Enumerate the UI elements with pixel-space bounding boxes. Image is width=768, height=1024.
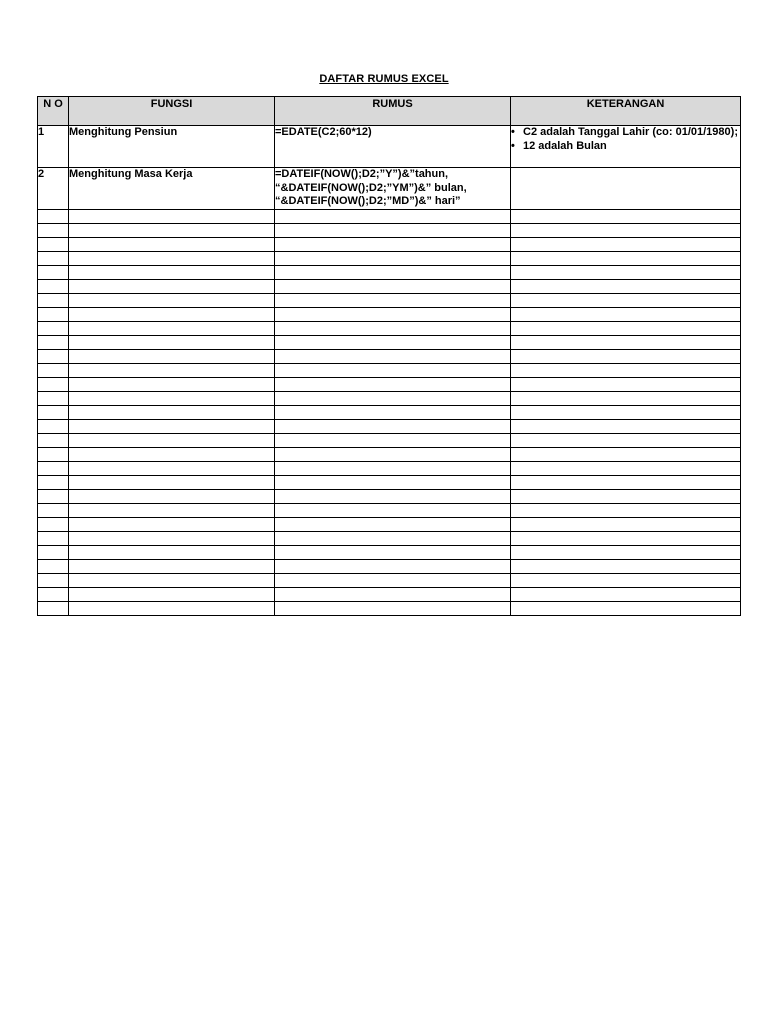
row-no-empty: [38, 237, 69, 251]
row-rumus-empty: [275, 265, 511, 279]
row-rumus-empty: [275, 573, 511, 587]
empty-table-row: [38, 447, 741, 461]
row-rumus-empty: [275, 433, 511, 447]
row-fungsi-empty: [69, 489, 275, 503]
row-rumus-empty: [275, 209, 511, 223]
row-fungsi-empty: [69, 293, 275, 307]
row-no: 2: [38, 168, 69, 210]
row-rumus-empty: [275, 601, 511, 615]
document-title: DAFTAR RUMUS EXCEL: [319, 73, 449, 85]
row-no-empty: [38, 433, 69, 447]
row-no-empty: [38, 391, 69, 405]
row-no-empty: [38, 573, 69, 587]
row-rumus-empty: [275, 377, 511, 391]
row-fungsi-empty: [69, 587, 275, 601]
row-no-empty: [38, 349, 69, 363]
row-fungsi-empty: [69, 391, 275, 405]
header-rumus: RUMUS: [275, 97, 511, 126]
row-no-empty: [38, 503, 69, 517]
row-keterangan: [511, 168, 741, 210]
row-rumus-empty: [275, 321, 511, 335]
row-fungsi-empty: [69, 237, 275, 251]
row-rumus-empty: [275, 559, 511, 573]
row-no-empty: [38, 279, 69, 293]
row-no-empty: [38, 601, 69, 615]
row-keterangan-empty: [511, 279, 741, 293]
row-no-empty: [38, 447, 69, 461]
row-keterangan-empty: [511, 237, 741, 251]
rumus-line: “&DATEIF(NOW();D2;”MD”)&” hari”: [275, 195, 461, 207]
row-keterangan-empty: [511, 363, 741, 377]
row-keterangan-empty: [511, 321, 741, 335]
row-rumus-empty: [275, 363, 511, 377]
row-keterangan-empty: [511, 587, 741, 601]
row-rumus-empty: [275, 335, 511, 349]
empty-table-row: [38, 293, 741, 307]
row-rumus-empty: [275, 531, 511, 545]
header-keterangan: KETERANGAN: [511, 97, 741, 126]
row-no-empty: [38, 489, 69, 503]
row-rumus-empty: [275, 391, 511, 405]
row-rumus-empty: [275, 447, 511, 461]
row-fungsi-empty: [69, 265, 275, 279]
row-fungsi-empty: [69, 363, 275, 377]
row-fungsi-empty: [69, 475, 275, 489]
empty-table-row: [38, 279, 741, 293]
row-rumus-empty: [275, 545, 511, 559]
empty-table-row: [38, 307, 741, 321]
keterangan-text: 12 adalah Bulan: [523, 139, 607, 152]
keterangan-list: [511, 126, 740, 153]
row-keterangan-empty: [511, 293, 741, 307]
row-rumus: [275, 168, 511, 210]
row-rumus-empty: [275, 405, 511, 419]
empty-table-row: [38, 321, 741, 335]
rumus-line: =EDATE(C2;60*12): [275, 126, 372, 138]
row-keterangan-empty: [511, 433, 741, 447]
row-fungsi-empty: [69, 349, 275, 363]
bullet-dot-icon: •: [511, 139, 515, 152]
row-fungsi-empty: [69, 223, 275, 237]
row-rumus-empty: [275, 475, 511, 489]
empty-table-row: [38, 433, 741, 447]
row-fungsi-empty: [69, 531, 275, 545]
row-keterangan-empty: [511, 545, 741, 559]
empty-table-row: [38, 391, 741, 405]
row-keterangan-empty: [511, 405, 741, 419]
row-no-empty: [38, 405, 69, 419]
row-rumus: [275, 126, 511, 168]
empty-table-row: [38, 419, 741, 433]
row-keterangan-empty: [511, 503, 741, 517]
header-fungsi: FUNGSI: [69, 97, 275, 126]
row-fungsi: Menghitung Masa Kerja: [69, 168, 275, 210]
row-no-empty: [38, 335, 69, 349]
row-fungsi-empty: [69, 601, 275, 615]
row-keterangan-empty: [511, 209, 741, 223]
row-keterangan: [511, 126, 741, 168]
empty-table-row: [38, 349, 741, 363]
row-keterangan-empty: [511, 307, 741, 321]
row-keterangan-empty: [511, 573, 741, 587]
empty-table-row: [38, 377, 741, 391]
row-rumus-empty: [275, 489, 511, 503]
row-fungsi-empty: [69, 447, 275, 461]
row-keterangan-empty: [511, 377, 741, 391]
row-no-empty: [38, 559, 69, 573]
formula-table: [37, 96, 741, 616]
row-no-empty: [38, 587, 69, 601]
empty-table-row: [38, 559, 741, 573]
rumus-line: “&DATEIF(NOW();D2;”YM”)&” bulan,: [275, 181, 467, 194]
row-keterangan-empty: [511, 517, 741, 531]
row-no-empty: [38, 209, 69, 223]
row-no-empty: [38, 517, 69, 531]
row-no: 1: [38, 126, 69, 168]
row-no-empty: [38, 475, 69, 489]
row-no-empty: [38, 321, 69, 335]
empty-table-row: [38, 265, 741, 279]
table-row: [38, 126, 741, 168]
row-no-empty: [38, 461, 69, 475]
empty-table-row: [38, 601, 741, 615]
table-header-row: [38, 97, 741, 126]
row-fungsi-empty: [69, 503, 275, 517]
empty-table-row: [38, 475, 741, 489]
rumus-line: =DATEIF(NOW();D2;”Y”)&”tahun,: [275, 168, 449, 180]
empty-table-row: [38, 517, 741, 531]
row-no-empty: [38, 363, 69, 377]
row-rumus-empty: [275, 517, 511, 531]
keterangan-text: C2 adalah Tanggal Lahir (co: 01/01/1980);: [523, 126, 738, 138]
row-no-empty: [38, 265, 69, 279]
row-no-empty: [38, 377, 69, 391]
row-keterangan-empty: [511, 391, 741, 405]
row-fungsi-empty: [69, 573, 275, 587]
empty-table-row: [38, 531, 741, 545]
row-fungsi-empty: [69, 321, 275, 335]
empty-table-row: [38, 363, 741, 377]
row-keterangan-empty: [511, 559, 741, 573]
empty-table-row: [38, 587, 741, 601]
empty-table-row: [38, 223, 741, 237]
row-fungsi-empty: [69, 251, 275, 265]
row-rumus-empty: [275, 293, 511, 307]
row-fungsi-empty: [69, 559, 275, 573]
header-no: N O: [38, 97, 69, 126]
row-fungsi-empty: [69, 433, 275, 447]
row-fungsi-empty: [69, 209, 275, 223]
row-rumus-empty: [275, 237, 511, 251]
row-fungsi-empty: [69, 405, 275, 419]
row-no-empty: [38, 223, 69, 237]
empty-table-row: [38, 503, 741, 517]
row-no-empty: [38, 531, 69, 545]
row-fungsi-empty: [69, 307, 275, 321]
empty-table-row: [38, 405, 741, 419]
row-rumus-empty: [275, 461, 511, 475]
row-no-empty: [38, 419, 69, 433]
row-keterangan-empty: [511, 251, 741, 265]
row-keterangan-empty: [511, 349, 741, 363]
row-fungsi-empty: [69, 419, 275, 433]
empty-table-row: [38, 251, 741, 265]
row-keterangan-empty: [511, 531, 741, 545]
row-no-empty: [38, 293, 69, 307]
row-fungsi-empty: [69, 377, 275, 391]
row-rumus-empty: [275, 251, 511, 265]
empty-table-row: [38, 461, 741, 475]
table-row: [38, 168, 741, 210]
row-keterangan-empty: [511, 461, 741, 475]
row-fungsi-empty: [69, 545, 275, 559]
empty-table-row: [38, 573, 741, 587]
row-no-empty: [38, 545, 69, 559]
row-fungsi-empty: [69, 461, 275, 475]
row-no-empty: [38, 307, 69, 321]
row-fungsi-empty: [69, 279, 275, 293]
empty-table-row: [38, 237, 741, 251]
keterangan-item: [511, 126, 740, 140]
row-keterangan-empty: [511, 447, 741, 461]
empty-table-row: [38, 489, 741, 503]
row-keterangan-empty: [511, 601, 741, 615]
row-no-empty: [38, 251, 69, 265]
table-body: [38, 126, 741, 616]
keterangan-item: [511, 140, 740, 154]
row-rumus-empty: [275, 307, 511, 321]
row-keterangan-empty: [511, 223, 741, 237]
empty-table-row: [38, 335, 741, 349]
bullet-dot-icon: •: [511, 126, 515, 138]
row-keterangan-empty: [511, 265, 741, 279]
row-rumus-empty: [275, 503, 511, 517]
empty-table-row: [38, 545, 741, 559]
row-rumus-empty: [275, 419, 511, 433]
row-rumus-empty: [275, 349, 511, 363]
empty-table-row: [38, 209, 741, 223]
row-fungsi: Menghitung Pensiun: [69, 126, 275, 168]
row-keterangan-empty: [511, 475, 741, 489]
row-rumus-empty: [275, 587, 511, 601]
row-fungsi-empty: [69, 517, 275, 531]
row-keterangan-empty: [511, 419, 741, 433]
row-rumus-empty: [275, 223, 511, 237]
row-keterangan-empty: [511, 335, 741, 349]
row-rumus-empty: [275, 279, 511, 293]
row-keterangan-empty: [511, 489, 741, 503]
row-fungsi-empty: [69, 335, 275, 349]
